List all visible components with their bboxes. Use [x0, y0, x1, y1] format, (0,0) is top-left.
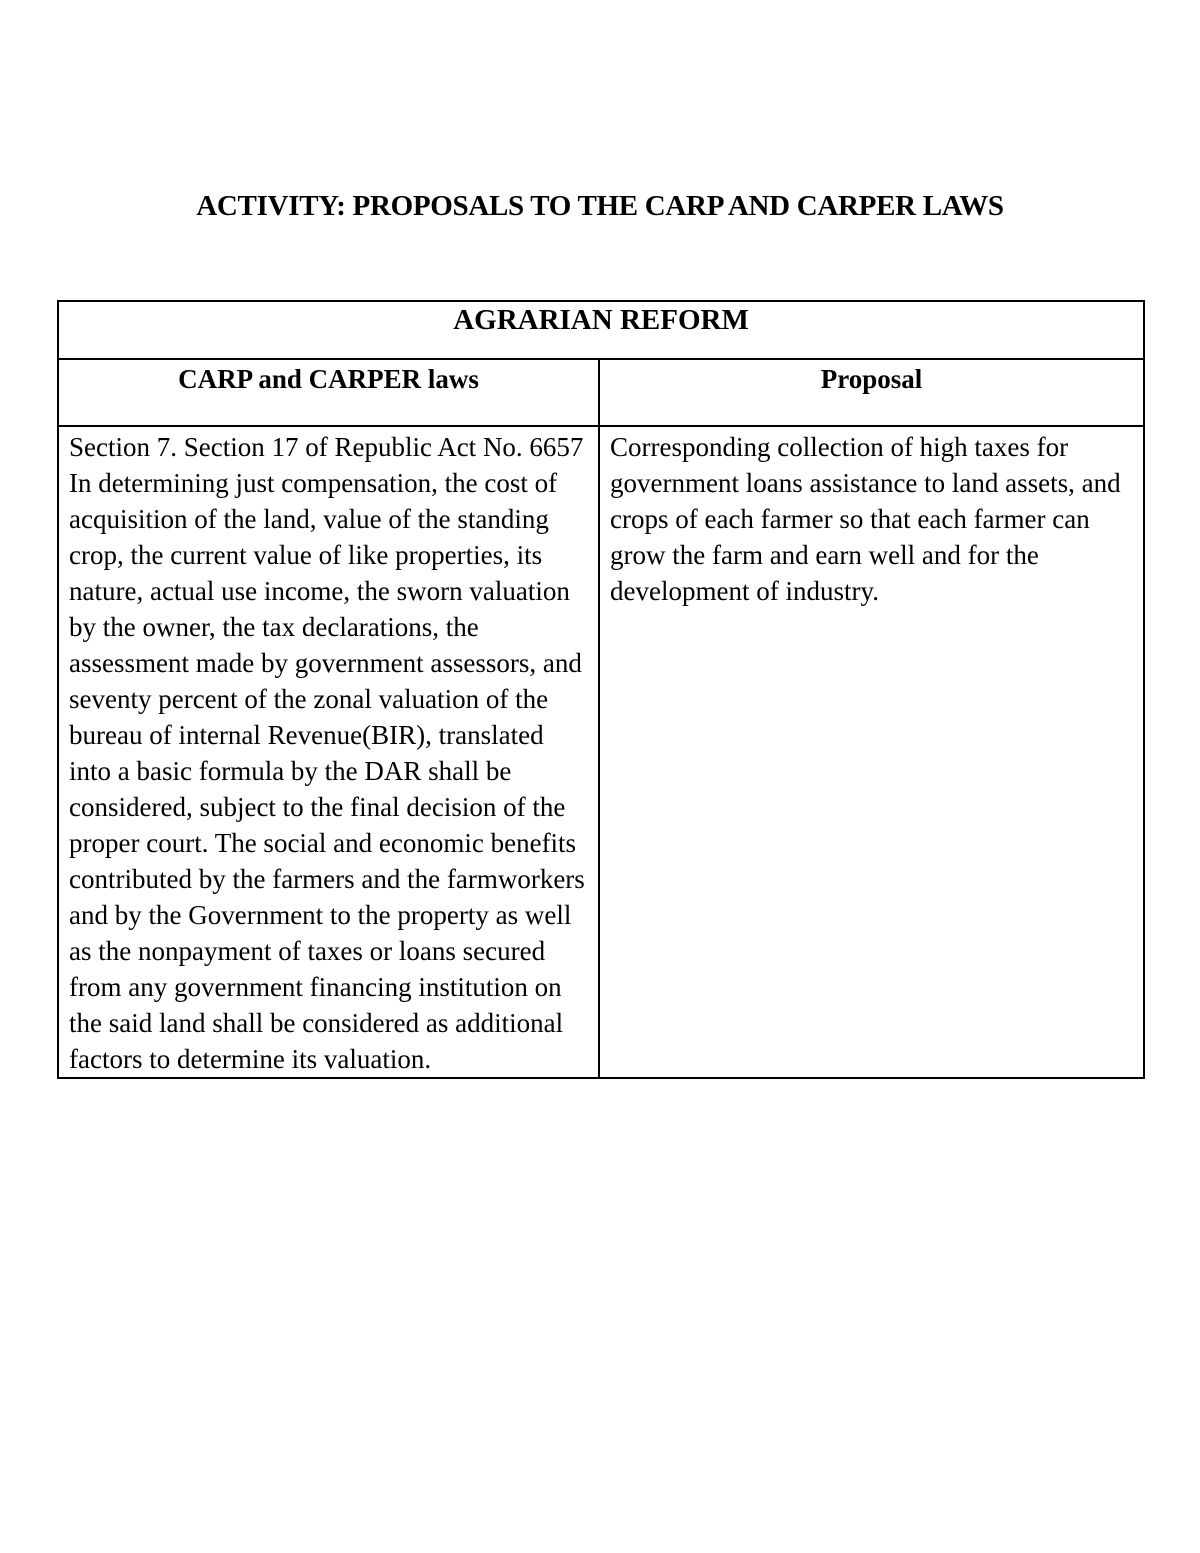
table-title-row	[58, 301, 1144, 359]
table-header-row	[58, 359, 1144, 426]
table-row	[58, 426, 1144, 1078]
proposal-cell: Corresponding collection of high taxes for government loans assistance to land assets, and crops of each farmer so that each farmer can grow the farm and earn well and for the development of industry.	[599, 426, 1144, 1078]
column-header-laws: CARP and CARPER laws	[58, 359, 599, 426]
law-cell: Section 7. Section 17 of Republic Act No. 6657 In determining just compensation, the cost of acquisition of the land, value of the standing crop, the current value of like properties, its nature, actual use income, the sworn valuation by the owner, the tax declarations, the assessment made by government assessors, and seventy percent of the zonal valuation of the bureau of internal Revenue(BIR), translated into a basic formula by the DAR shall be considered, subject to the final decision of the proper court. The social and economic benefits contributed by the farmers and the farmworkers and by the Government to the property as well as the nonpayment of taxes or loans secured from any government financing institution on the said land shall be considered as additional factors to determine its valuation.	[58, 426, 599, 1078]
proposal-table	[57, 300, 1145, 1079]
page-title: ACTIVITY: PROPOSALS TO THE CARP AND CARPER LAWS	[196, 190, 1004, 222]
column-header-proposal: Proposal	[599, 359, 1144, 426]
table-title: AGRARIAN REFORM	[58, 301, 1144, 359]
